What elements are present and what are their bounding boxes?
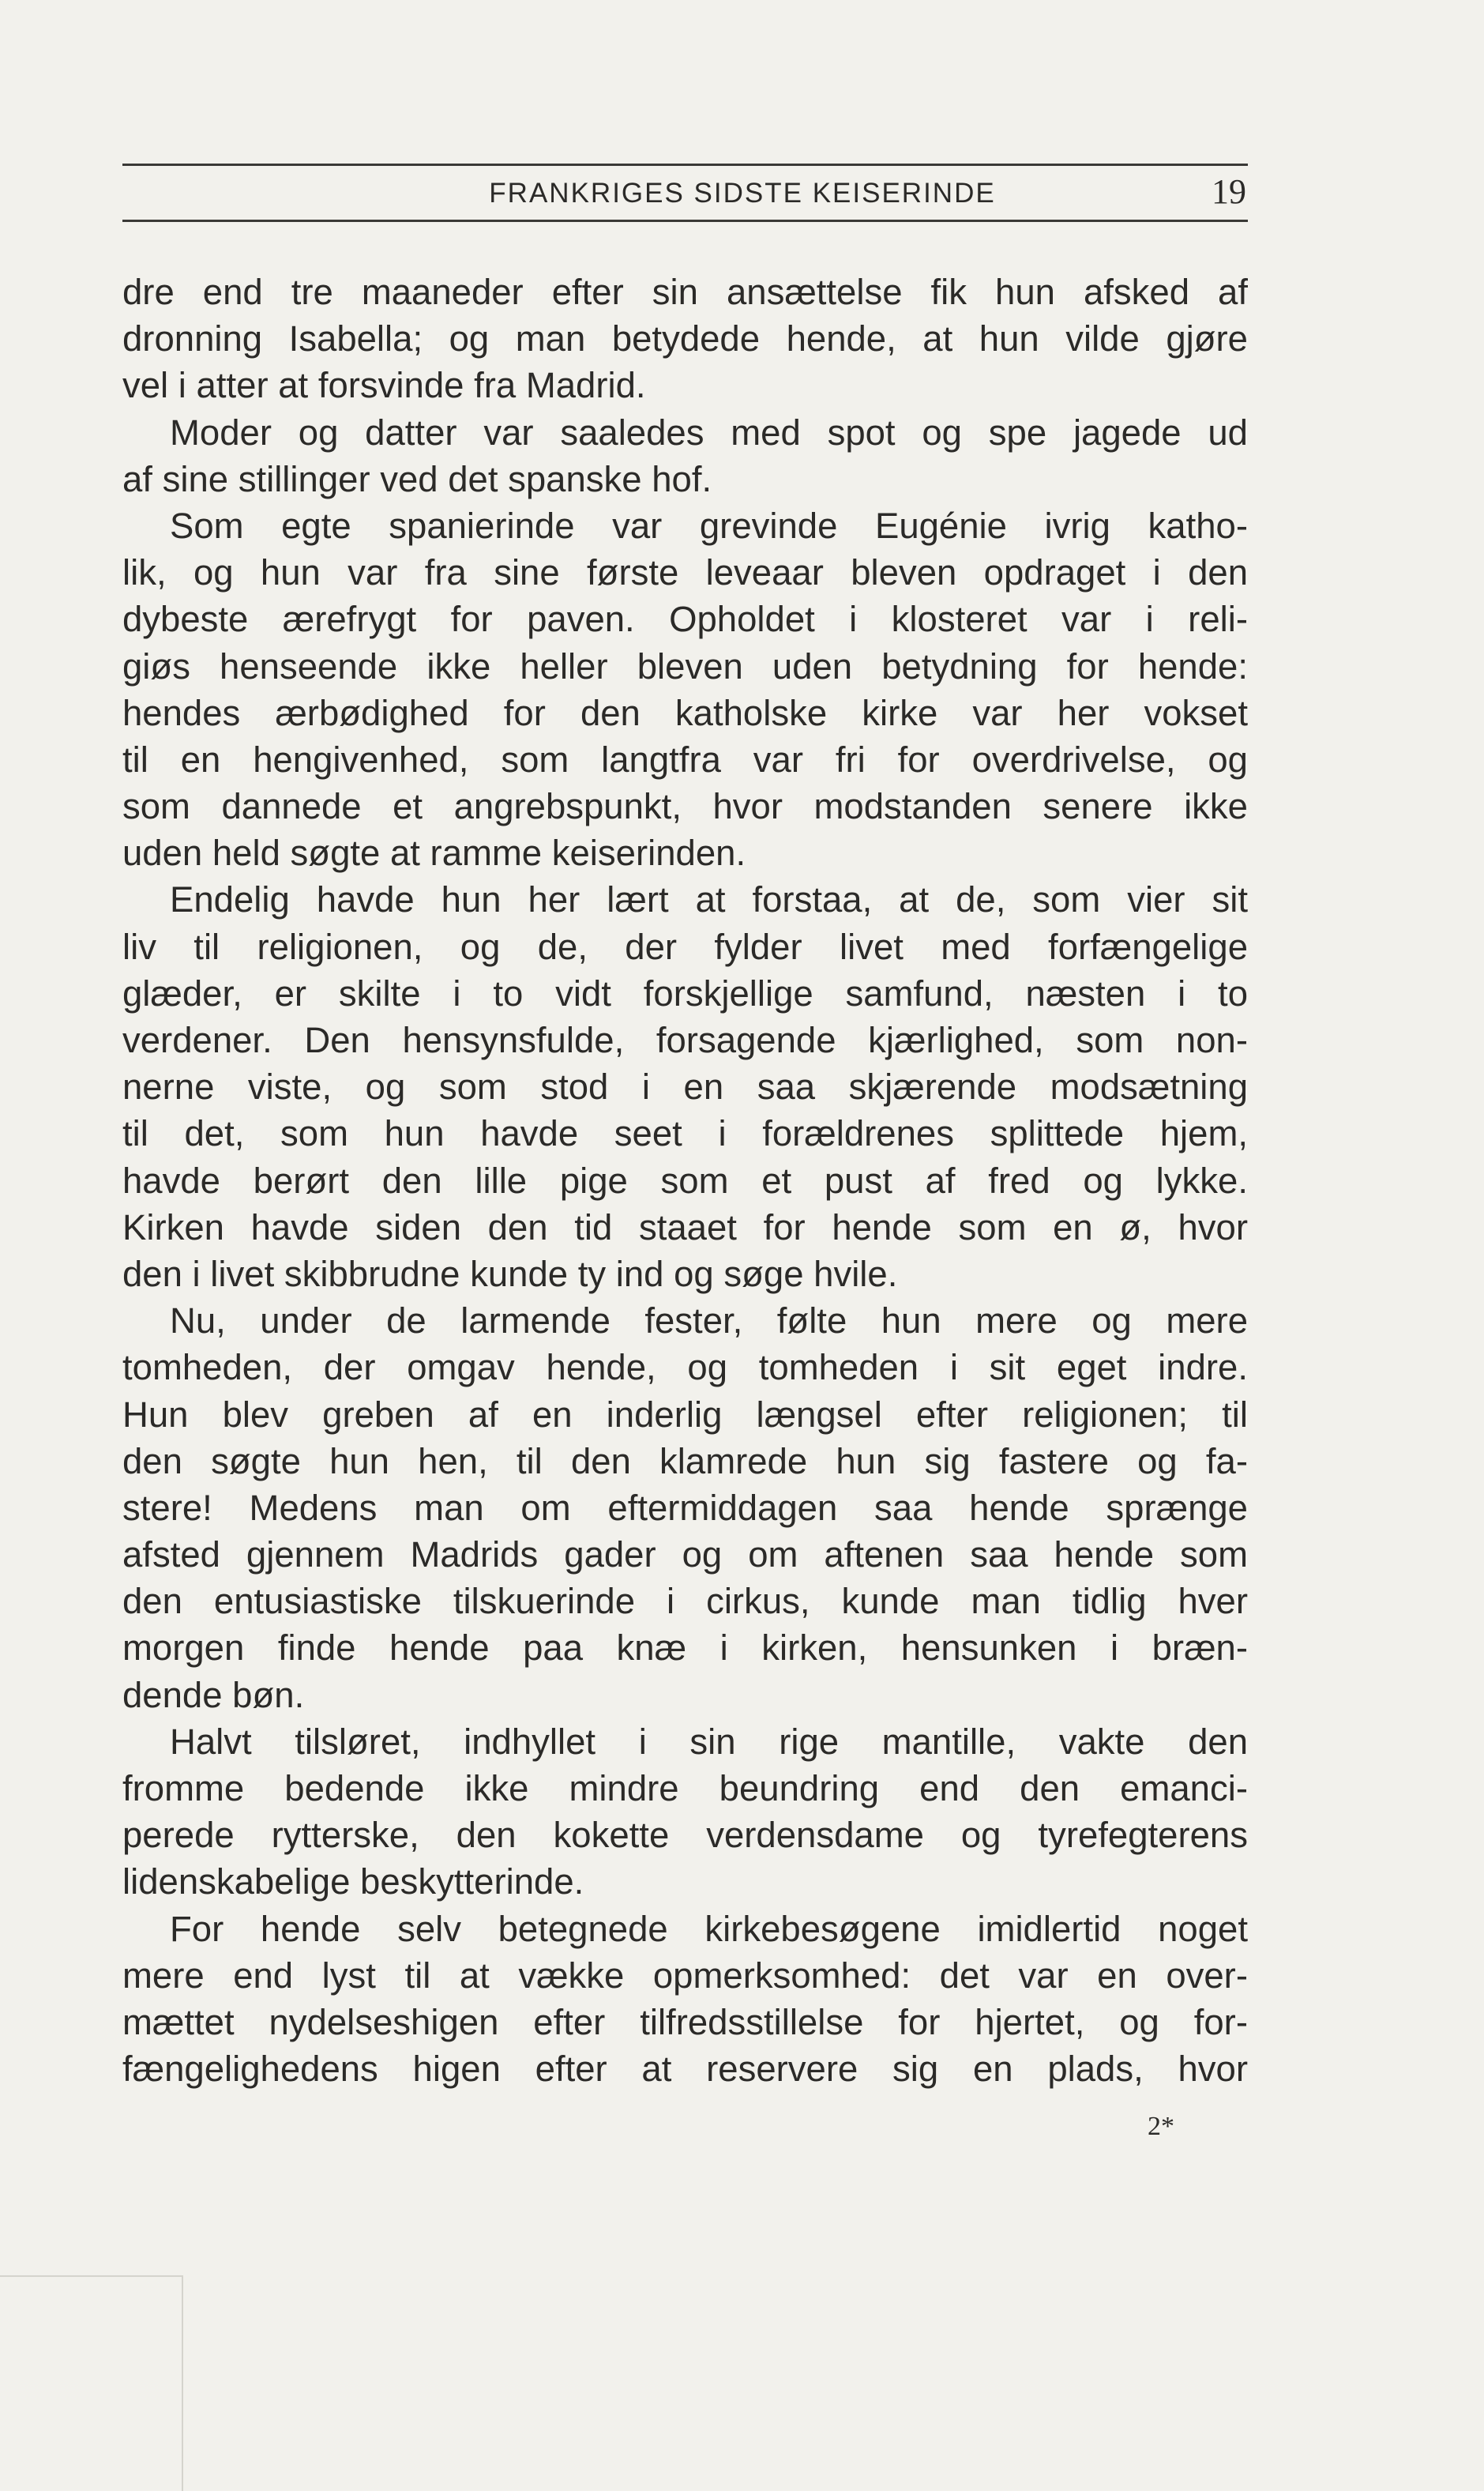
body-text — [122, 269, 1248, 2092]
text-line: verdener. Den hensynsfulde, forsagende kjærlighed, som non- — [122, 1020, 1248, 1060]
text-line: vel i atter at forsvinde fra Madrid. — [122, 365, 646, 406]
text-line: Nu, under de larmende fester, følte hun mere og mere — [170, 1300, 1248, 1341]
paper-edge-mark — [0, 2275, 183, 2491]
text-line: havde berørt den lille pige som et pust af fred og lykke. — [122, 1160, 1248, 1201]
text-line: morgen finde hende paa knæ i kirken, hensunken i bræn- — [122, 1627, 1248, 1669]
text-line: stere! Medens man om eftermiddagen saa hende sprænge — [122, 1487, 1248, 1528]
running-head: FRANKRIGES SIDSTE KEISERINDE — [489, 178, 996, 209]
text-line: af sine stillinger ved det spanske hof. — [122, 458, 712, 499]
text-line: Endelig havde hun her lært at forstaa, at de, som vier sit — [170, 879, 1248, 920]
text-line: lik, og hun var fra sine første leveaar bleven opdraget i den — [122, 552, 1248, 593]
text-line: dre end tre maaneder efter sin ansættelse fik hun afsked af — [122, 272, 1248, 312]
text-line: som dannede et angrebspunkt, hvor modstanden senere ikke — [122, 786, 1248, 827]
text-line: den entusiastiske tilskuerinde i cirkus, kunde man tidlig hver — [122, 1581, 1248, 1622]
text-line: tomheden, der omgav hende, og tomheden i sit eget indre. — [122, 1347, 1248, 1388]
text-line: dende bøn. — [122, 1674, 305, 1715]
text-line: liv til religionen, og de, der fylder livet med forfængelige — [122, 926, 1248, 967]
text-line: For hende selv betegnede kirkebesøgene imidlertid noget — [170, 1908, 1248, 1949]
text-line: nerne viste, og som stod i en saa skjærende modsætning — [122, 1067, 1248, 1108]
text-line: hendes ærbødighed for den katholske kirke var her vokset — [122, 692, 1248, 733]
text-line: Som egte spanierinde var grevinde Eugénie ivrig katho- — [170, 505, 1248, 546]
text-line: Moder og datter var saaledes med spot og spe jagede ud — [170, 412, 1248, 453]
text-line: mættet nydelseshigen efter tilfredsstillelse for hjertet, og for- — [122, 2001, 1248, 2042]
page-number: 19 — [1212, 172, 1246, 211]
text-line: den i livet skibbrudne kunde ty ind og søge hvile. — [122, 1253, 898, 1294]
text-line: afsted gjennem Madrids gader og om aftenen saa hende som — [122, 1534, 1248, 1575]
text-line: til det, som hun havde seet i forældrenes splittede hjem, — [122, 1113, 1248, 1154]
text-line: mere end lyst til at vække opmerksomhed: det var en over- — [122, 1955, 1248, 1996]
text-line: lidenskabelige beskytterinde. — [122, 1861, 584, 1902]
text-line: Hun blev greben af en inderlig længsel efter religionen; til — [122, 1394, 1248, 1435]
text-line: Kirken havde siden den tid staaet for hende som en ø, hvor — [122, 1206, 1248, 1247]
text-line: fængelighedens higen efter at reservere sig en plads, hvor — [122, 2049, 1248, 2090]
text-line: fromme bedende ikke mindre beundring end den emanci- — [122, 1768, 1248, 1808]
text-line: til en hengivenhed, som langtfra var fri for overdrivelse, og — [122, 739, 1248, 780]
text-line: Halvt tilsløret, indhyllet i sin rige mantille, vakte den — [170, 1721, 1248, 1762]
text-line: dronning Isabella; og man betydede hende, at hun vilde gjøre — [122, 318, 1248, 359]
text-line: dybeste ærefrygt for paven. Opholdet i klosteret var i reli- — [122, 599, 1248, 640]
text-line: giøs henseende ikke heller bleven uden betydning for hende: — [122, 645, 1248, 687]
text-line: perede rytterske, den kokette verdensdame og tyrefegterens — [122, 1815, 1248, 1856]
page-header — [122, 164, 1248, 222]
text-line: uden held søgte at ramme keiserinden. — [122, 833, 746, 874]
text-line: den søgte hun hen, til den klamrede hun sig fastere og fa- — [122, 1440, 1248, 1481]
signature-mark: 2* — [1148, 2112, 1174, 2141]
text-line: glæder, er skilte i to vidt forskjellige samfund, næsten i to — [122, 973, 1248, 1014]
